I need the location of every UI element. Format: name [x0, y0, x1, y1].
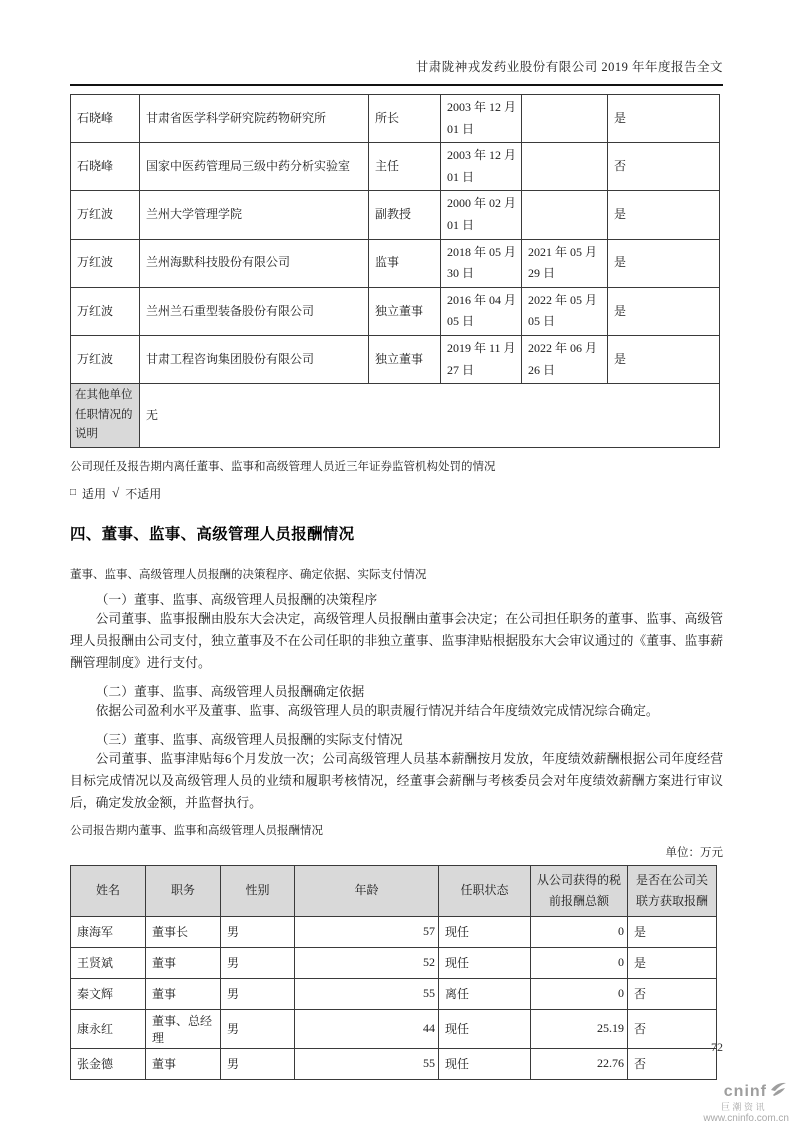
- related-party-cell: 否: [628, 1048, 717, 1079]
- name-cell: 万红波: [71, 191, 140, 239]
- header-related-party: 是否在公司关联方获取报酬: [628, 865, 717, 916]
- name-cell: 康永红: [71, 1009, 146, 1048]
- position-cell: 董事: [146, 1048, 221, 1079]
- related-party-cell: 否: [628, 978, 717, 1009]
- age-cell: 55: [295, 978, 439, 1009]
- remuneration-table-caption: 公司报告期内董事、监事和高级管理人员报酬情况: [70, 824, 323, 837]
- org-cell: 兰州大学管理学院: [140, 191, 369, 239]
- flag-cell: 是: [608, 287, 720, 335]
- flag-cell: 是: [608, 95, 720, 143]
- name-cell: 张金德: [71, 1048, 146, 1079]
- name-cell: 万红波: [71, 239, 140, 287]
- age-cell: 52: [295, 947, 439, 978]
- table-row: [71, 287, 720, 335]
- gender-cell: 男: [221, 916, 295, 947]
- position-cell: 董事、总经理: [146, 1009, 221, 1048]
- header-name: 姓名: [71, 865, 146, 916]
- other-positions-table: [70, 94, 720, 448]
- table-row: [71, 335, 720, 383]
- page-number: 72: [711, 1040, 723, 1054]
- position-cell: 董事长: [146, 916, 221, 947]
- table-note-row: [71, 384, 720, 448]
- position-cell: 监事: [369, 239, 441, 287]
- header-status: 任职状态: [439, 865, 531, 916]
- gender-cell: 男: [221, 947, 295, 978]
- name-cell: 秦文辉: [71, 978, 146, 1009]
- org-cell: 兰州海默科技股份有限公司: [140, 239, 369, 287]
- note-label-cell: 在其他单位任职情况的说明: [71, 384, 140, 448]
- start-date-cell: 2016 年 04 月 05 日: [441, 287, 522, 335]
- actual-payment-body: 公司董事、监事津贴每6个月发放一次；公司高级管理人员基本薪酬按月发放，年度绩效薪酬根据公司年度经营目标完成情况以及高级管理人员的业绩和履职考核情况，经董事会薪酬与考核委员会对年度绩效薪酬方案进行审议后，确定发放金额，并监督执行。: [70, 751, 723, 810]
- decision-procedure-body: 公司董事、监事报酬由股东大会决定，高级管理人员报酬由董事会决定；在公司担任职务的董事、监事、高级管理人员报酬由公司支付，独立董事及不在公司任职的非独立董事、监事津贴根据股东大会审议通过的《董事、监事薪酬管理制度》进行支付。: [70, 611, 723, 670]
- end-date-cell: [522, 191, 608, 239]
- start-date-cell: 2018 年 05 月 30 日: [441, 239, 522, 287]
- penalty-status-line: 公司现任及报告期内离任董事、监事和高级管理人员近三年证券监管机构处罚的情况: [70, 460, 496, 473]
- remuneration-cell: 0: [531, 947, 628, 978]
- name-cell: 康海军: [71, 916, 146, 947]
- remuneration-cell: 0: [531, 978, 628, 1009]
- applicable-label: 适用: [82, 486, 107, 501]
- header-pretax-remuneration: 从公司获得的税前报酬总额: [531, 865, 628, 916]
- table-row: [71, 916, 717, 947]
- start-date-cell: 2019 年 11 月 27 日: [441, 335, 522, 383]
- gender-cell: 男: [221, 1009, 295, 1048]
- flag-cell: 是: [608, 239, 720, 287]
- table-row: [71, 95, 720, 143]
- table-row: [71, 978, 717, 1009]
- start-date-cell: 2003 年 12 月 01 日: [441, 95, 522, 143]
- remuneration-cell: 0: [531, 916, 628, 947]
- status-cell: 现任: [439, 1009, 531, 1048]
- position-cell: 独立董事: [369, 335, 441, 383]
- header-gender: 性别: [221, 865, 295, 916]
- position-cell: 董事: [146, 978, 221, 1009]
- related-party-cell: 是: [628, 947, 717, 978]
- cninfo-chinese-name: 巨潮资讯: [720, 1101, 767, 1112]
- not-applicable-label: 不适用: [125, 486, 162, 501]
- age-cell: 55: [295, 1048, 439, 1079]
- name-cell: 王贤斌: [71, 947, 146, 978]
- name-cell: 石晓峰: [71, 143, 140, 191]
- flag-cell: 是: [608, 191, 720, 239]
- position-cell: 独立董事: [369, 287, 441, 335]
- decision-procedure-title: （一）董事、监事、高级管理人员报酬的决策程序: [95, 592, 378, 607]
- position-cell: 副教授: [369, 191, 441, 239]
- cninfo-brand-text: cninf: [723, 1082, 767, 1100]
- remuneration-cell: 22.76: [531, 1048, 628, 1079]
- name-cell: 石晓峰: [71, 95, 140, 143]
- position-cell: 所长: [369, 95, 441, 143]
- related-party-cell: 是: [628, 916, 717, 947]
- cninfo-url: www.cninfo.com.cn: [703, 1113, 789, 1122]
- cninfo-swirl-icon: [769, 1081, 787, 1102]
- check-mark-icon: √: [112, 485, 120, 501]
- header-age: 年龄: [295, 865, 439, 916]
- org-cell: 甘肃工程咨询集团股份有限公司: [140, 335, 369, 383]
- remuneration-cell: 25.19: [531, 1009, 628, 1048]
- applicability-line: [70, 485, 723, 502]
- position-cell: 主任: [369, 143, 441, 191]
- name-cell: 万红波: [71, 335, 140, 383]
- related-party-cell: 否: [628, 1009, 717, 1048]
- table-row: [71, 947, 717, 978]
- flag-cell: 是: [608, 335, 720, 383]
- cninfo-logo: [703, 1081, 789, 1122]
- gender-cell: 男: [221, 1048, 295, 1079]
- end-date-cell: [522, 95, 608, 143]
- table-row: [71, 143, 720, 191]
- end-date-cell: 2022 年 05 月 05 日: [522, 287, 608, 335]
- checkbox-unchecked-icon: □: [70, 486, 77, 498]
- status-cell: 现任: [439, 947, 531, 978]
- note-value-cell: 无: [140, 384, 720, 448]
- flag-cell: 否: [608, 143, 720, 191]
- table-row: [71, 239, 720, 287]
- name-cell: 万红波: [71, 287, 140, 335]
- header-position: 职务: [146, 865, 221, 916]
- determination-basis-title: （二）董事、监事、高级管理人员报酬确定依据: [95, 684, 365, 699]
- start-date-cell: 2000 年 02 月 01 日: [441, 191, 522, 239]
- gender-cell: 男: [221, 978, 295, 1009]
- status-cell: 离任: [439, 978, 531, 1009]
- org-cell: 兰州兰石重型装备股份有限公司: [140, 287, 369, 335]
- status-cell: 现任: [439, 916, 531, 947]
- remuneration-intro-line: 董事、监事、高级管理人员报酬的决策程序、确定依据、实际支付情况: [70, 568, 427, 581]
- age-cell: 44: [295, 1009, 439, 1048]
- position-cell: 董事: [146, 947, 221, 978]
- org-cell: 国家中医药管理局三级中药分析实验室: [140, 143, 369, 191]
- determination-basis-body: 依据公司盈利水平及董事、监事、高级管理人员的职责履行情况并结合年度绩效完成情况综合确定。: [95, 703, 659, 718]
- end-date-cell: 2021 年 05 月 29 日: [522, 239, 608, 287]
- age-cell: 57: [295, 916, 439, 947]
- end-date-cell: [522, 143, 608, 191]
- document-header: [70, 0, 723, 86]
- table-row: [71, 191, 720, 239]
- org-cell: 甘肃省医学科学研究院药物研究所: [140, 95, 369, 143]
- section-heading: 四、董事、监事、高级管理人员报酬情况: [70, 525, 355, 543]
- status-cell: 现任: [439, 1048, 531, 1079]
- actual-payment-title: （三）董事、监事、高级管理人员报酬的实际支付情况: [95, 732, 403, 747]
- table-header-row: [71, 865, 717, 916]
- start-date-cell: 2003 年 12 月 01 日: [441, 143, 522, 191]
- end-date-cell: 2022 年 06 月 26 日: [522, 335, 608, 383]
- report-title: 甘肃陇神戎发药业股份有限公司 2019 年年度报告全文: [415, 60, 723, 74]
- unit-label: 单位：万元: [665, 846, 723, 859]
